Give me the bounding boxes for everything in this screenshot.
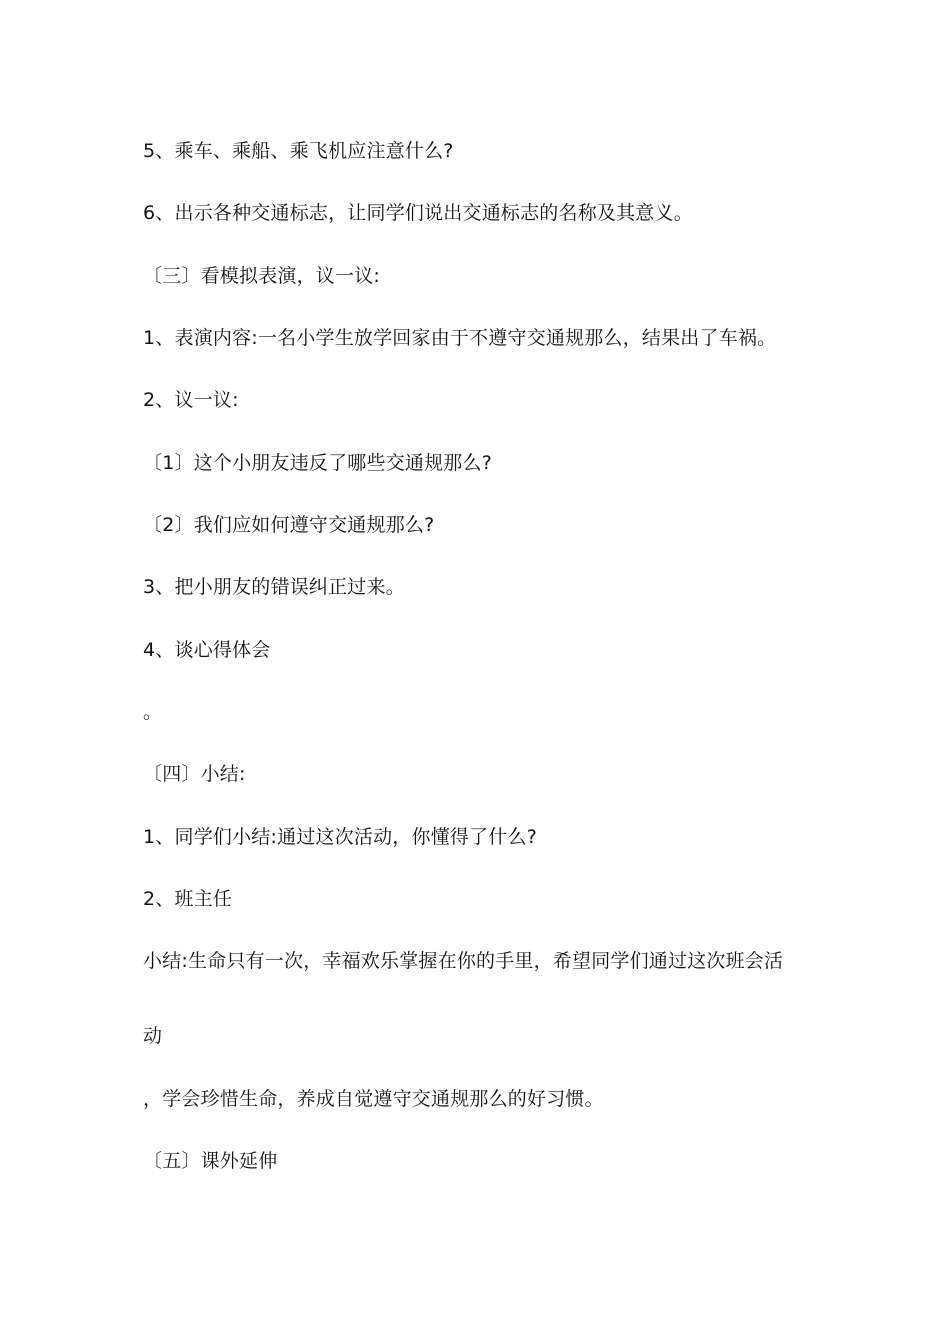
question-5: 5、乘车、乘船、乘飞机应注意什么? [143, 140, 454, 162]
section-4-heading: 〔四〕小结: [143, 763, 246, 785]
summary-item-2: 2、班主任 [143, 888, 233, 910]
teacher-summary-line-1: 小结:生命只有一次，幸福欢乐掌握在你的手里，希望同学们通过这次班会活 [143, 950, 784, 972]
section-3-heading: 〔三〕看模拟表演，议一议: [143, 265, 381, 287]
teacher-summary-line-3: ，学会珍惜生命，养成自觉遵守交通规那么的好习惯。 [143, 1088, 604, 1110]
item-1-performance: 1、表演内容:一名小学生放学回家由于不遵守交通规那么，结果出了车祸。 [143, 327, 777, 349]
question-6: 6、出示各种交通标志，让同学们说出交通标志的名称及其意义。 [143, 202, 693, 224]
section-5-heading: 〔五〕课外延伸 [143, 1150, 278, 1172]
item-2-discuss: 2、议一议: [143, 389, 239, 411]
teacher-summary-line-2: 动 [143, 1025, 163, 1047]
period-line: 。 [143, 701, 163, 723]
summary-item-1: 1、同学们小结:通过这次活动，你懂得了什么? [143, 826, 537, 848]
sub-item-2: 〔2〕我们应如何遵守交通规那么? [143, 514, 435, 536]
sub-item-1: 〔1〕这个小朋友违反了哪些交通规那么? [143, 452, 492, 474]
item-3-correct: 3、把小朋友的错误纠正过来。 [143, 576, 405, 598]
item-4-experience: 4、谈心得体会 [143, 639, 271, 661]
